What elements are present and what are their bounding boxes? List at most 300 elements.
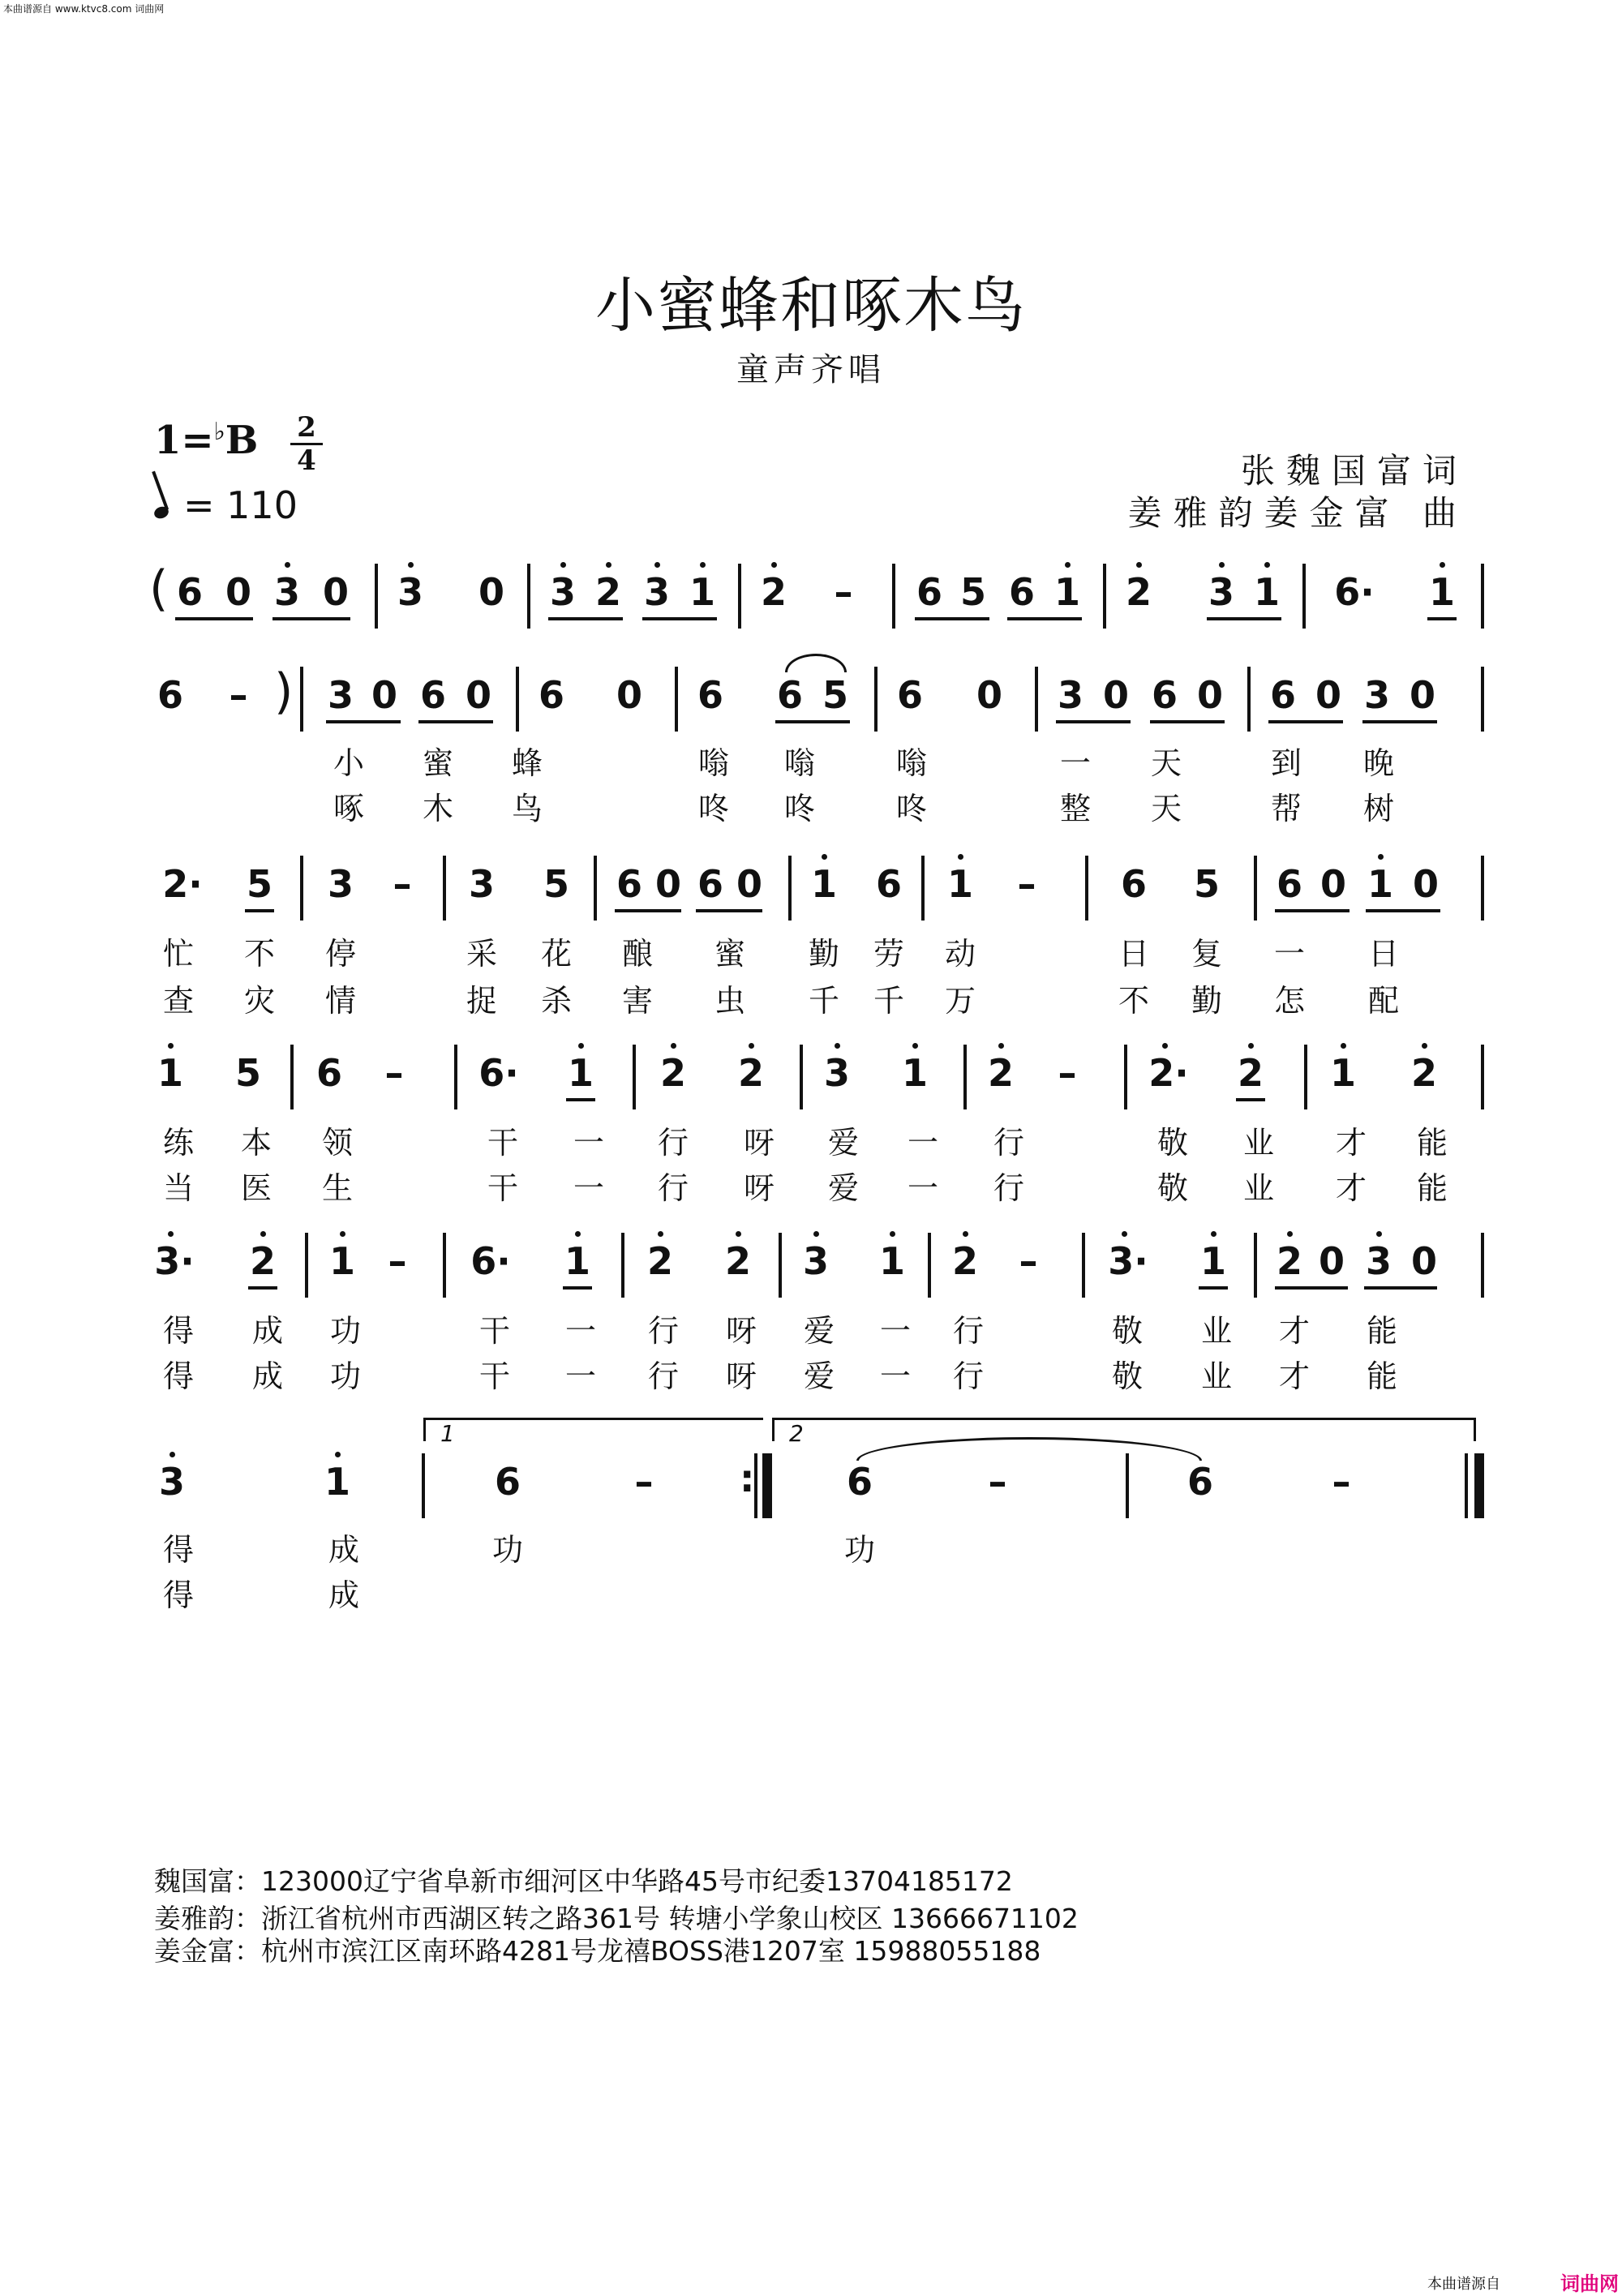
- lyric: 业: [1242, 1125, 1274, 1161]
- note: –: [384, 1051, 404, 1095]
- note: 2: [722, 1239, 754, 1283]
- lyric: 酿: [621, 936, 653, 972]
- barline: [1481, 564, 1484, 629]
- note: 6: [538, 673, 564, 717]
- quarter-note-icon: [152, 504, 170, 520]
- note: 1: [154, 1051, 187, 1095]
- lyric: 业: [1200, 1313, 1232, 1349]
- note: 3·: [154, 1239, 195, 1283]
- lyric: 干: [487, 1170, 518, 1206]
- note: 0: [371, 673, 397, 717]
- lyric: 才: [1278, 1313, 1310, 1349]
- beam: [272, 617, 350, 620]
- note: 6: [1276, 862, 1302, 906]
- lyric: 嗡: [783, 745, 815, 781]
- note: 2: [657, 1051, 689, 1095]
- note: 6: [1120, 862, 1147, 906]
- lyric: 得: [162, 1577, 194, 1613]
- barline: [1302, 564, 1306, 629]
- note: 5: [959, 570, 986, 614]
- lyric: 日: [1118, 936, 1149, 972]
- note: 1: [564, 1051, 597, 1095]
- lyric: 千: [808, 983, 839, 1019]
- lyric: 杀: [540, 983, 572, 1019]
- lyric: 不: [243, 936, 275, 972]
- beam: [1056, 720, 1131, 723]
- note: 6·: [478, 1051, 519, 1095]
- lyric: 日: [1367, 936, 1399, 972]
- beam: [1268, 720, 1343, 723]
- lyric: 爱: [803, 1358, 835, 1394]
- beam: [1007, 617, 1082, 620]
- barline: [305, 1233, 308, 1298]
- lyric: 查: [162, 983, 194, 1019]
- note: 0: [225, 570, 251, 614]
- note: 5: [1193, 862, 1220, 906]
- note: –: [229, 673, 248, 717]
- lyric: 复: [1191, 936, 1222, 972]
- barline: [1103, 564, 1106, 629]
- barline: [516, 667, 519, 732]
- beam: [566, 1098, 595, 1101]
- lyrics-line-6: [154, 1525, 1484, 1614]
- lyric: 干: [478, 1313, 510, 1349]
- lyrics-line-2: [154, 738, 1484, 827]
- beam: [1207, 617, 1281, 620]
- note: 0: [1409, 673, 1435, 717]
- lyric: 功: [491, 1532, 523, 1568]
- lyric: 树: [1362, 791, 1394, 826]
- tempo-marking: [154, 483, 298, 527]
- lyric: 木: [422, 791, 453, 826]
- lyric: 一: [573, 1170, 604, 1206]
- note: 3: [1362, 1239, 1395, 1283]
- note: 2: [1122, 570, 1155, 614]
- lyric: 整: [1059, 791, 1091, 826]
- barline: [921, 856, 925, 921]
- note: –: [634, 1460, 654, 1504]
- note: 1: [1327, 1051, 1359, 1095]
- lyric: 到: [1270, 745, 1302, 781]
- flat-symbol: ♭: [213, 418, 225, 446]
- lyric: 咚: [697, 791, 729, 826]
- note: 5: [822, 673, 848, 717]
- note: 6: [176, 570, 203, 614]
- lyric: 得: [162, 1358, 194, 1394]
- note: 1: [899, 1051, 931, 1095]
- barline: [422, 1453, 425, 1518]
- note: 3: [821, 1051, 853, 1095]
- paren-close: ): [274, 663, 294, 720]
- note: 0: [1315, 673, 1341, 717]
- beam: [1275, 1286, 1348, 1290]
- note: 3: [327, 673, 354, 717]
- note: 0: [616, 673, 642, 717]
- note: –: [1058, 1051, 1077, 1095]
- note: 2: [247, 1239, 279, 1283]
- note: 1: [1426, 570, 1458, 614]
- lyric: 呀: [743, 1125, 775, 1161]
- barline: [675, 667, 678, 732]
- beam: [1275, 909, 1350, 912]
- beam: [1366, 909, 1440, 912]
- lyric: 动: [944, 936, 976, 972]
- time-signature: [290, 411, 323, 477]
- lyric: 得: [162, 1313, 194, 1349]
- lyrics-line-3: [154, 929, 1484, 1018]
- note: 1: [808, 862, 840, 906]
- lyric: 行: [993, 1170, 1024, 1206]
- barline: [290, 1045, 294, 1109]
- note: 6: [916, 570, 942, 614]
- note: 3: [156, 1460, 188, 1504]
- barline: [1481, 856, 1484, 921]
- note: 0: [1196, 673, 1223, 717]
- note: 3: [641, 570, 673, 614]
- note: 1: [944, 862, 976, 906]
- lyrics-line-5: [154, 1306, 1484, 1395]
- barline: [738, 564, 741, 629]
- barline: [874, 667, 878, 732]
- lyric: 才: [1335, 1170, 1367, 1206]
- barline: [1085, 856, 1088, 921]
- volta-2-number: 2: [789, 1420, 804, 1447]
- lyric: 啄: [333, 791, 364, 826]
- note: 6: [616, 862, 642, 906]
- lyric: 功: [843, 1532, 875, 1568]
- song-subtitle: 童声齐唱: [736, 351, 886, 388]
- repeat-dots: :: [740, 1457, 755, 1500]
- lyric: 行: [647, 1313, 679, 1349]
- source-note-bottom: 本曲谱源自: [1427, 2276, 1500, 2293]
- note: –: [393, 862, 412, 906]
- lyric: 帮: [1270, 791, 1302, 826]
- lyric: 一: [573, 1125, 604, 1161]
- note: 1: [1251, 570, 1283, 614]
- lyric: 呀: [743, 1170, 775, 1206]
- barline: [443, 1233, 446, 1298]
- lyric: 行: [952, 1313, 984, 1349]
- note: 0: [465, 673, 491, 717]
- note: 6: [846, 1460, 873, 1504]
- lyric: 一: [564, 1313, 596, 1349]
- key-note: B: [225, 418, 259, 463]
- lyric: 干: [487, 1125, 518, 1161]
- lyric: 能: [1366, 1313, 1397, 1349]
- lyric: 成: [251, 1358, 283, 1394]
- note: 1: [561, 1239, 594, 1283]
- note: –: [388, 1239, 407, 1283]
- barline: [1481, 1233, 1484, 1298]
- lyric: 蜜: [714, 936, 745, 972]
- note: 0: [478, 570, 504, 614]
- lyric: 领: [321, 1125, 353, 1161]
- barline: [788, 856, 792, 921]
- lyric: 行: [952, 1358, 984, 1394]
- note: 0: [1319, 862, 1346, 906]
- lyric: 练: [162, 1125, 194, 1161]
- barline: [1124, 1045, 1127, 1109]
- lyric: 生: [321, 1170, 353, 1206]
- lyric: 花: [540, 936, 572, 972]
- lyric: 蜜: [422, 745, 453, 781]
- note: 6·: [470, 1239, 511, 1283]
- note: –: [988, 1460, 1007, 1504]
- song-title: 小蜜蜂和啄木鸟: [595, 271, 1027, 341]
- note: 0: [322, 570, 349, 614]
- lyric: 万: [944, 983, 976, 1019]
- lyric: 成: [328, 1577, 359, 1613]
- lyric: 一: [564, 1358, 596, 1394]
- note: 3: [1363, 673, 1390, 717]
- lyric: 行: [657, 1170, 689, 1206]
- time-bottom: 4: [297, 444, 316, 477]
- lyric: 呀: [725, 1358, 757, 1394]
- lyric: 天: [1150, 745, 1182, 781]
- barline: [779, 1233, 782, 1298]
- lyric: 才: [1335, 1125, 1367, 1161]
- note: 6: [419, 673, 446, 717]
- lyric: 灾: [243, 983, 275, 1019]
- note: 3: [1205, 570, 1238, 614]
- beam: [642, 617, 717, 620]
- lyric: 勤: [1191, 983, 1222, 1019]
- lyric: 敬: [1156, 1170, 1188, 1206]
- barline: [1481, 1045, 1484, 1109]
- note: 2·: [1148, 1051, 1189, 1095]
- lyric: 一: [1273, 936, 1305, 972]
- lyric: 成: [251, 1313, 283, 1349]
- beam: [696, 909, 762, 912]
- barline: [963, 1045, 967, 1109]
- note: 0: [1102, 673, 1129, 717]
- repeat-end-bar: [762, 1453, 772, 1518]
- note: 1: [321, 1460, 354, 1504]
- barline: [892, 564, 895, 629]
- note: 0: [736, 862, 762, 906]
- beam: [326, 720, 401, 723]
- lyric: 害: [621, 983, 653, 1019]
- lyric: 当: [162, 1170, 194, 1206]
- note: 6: [1008, 570, 1035, 614]
- note: 2: [1273, 1239, 1306, 1283]
- lyric: 医: [240, 1170, 272, 1206]
- time-top: 2: [297, 411, 316, 444]
- note: 3: [468, 862, 495, 906]
- note: 6: [697, 862, 723, 906]
- lyric: 嗡: [697, 745, 729, 781]
- note: 2: [757, 570, 790, 614]
- lyric: 咚: [895, 791, 927, 826]
- score-line-3: [154, 856, 1484, 921]
- note: –: [834, 570, 853, 614]
- contact-jiang-yayun: 姜雅韵：浙江省杭州市西湖区转之路361号 转塘小学象山校区 13666671102: [154, 1903, 1079, 1934]
- beam: [1427, 617, 1457, 620]
- beam: [245, 909, 274, 912]
- note: –: [1019, 1239, 1038, 1283]
- lyric: 一: [879, 1313, 911, 1349]
- barline: [754, 1453, 757, 1518]
- lyric: 一: [1059, 745, 1091, 781]
- note: 5: [543, 862, 569, 906]
- lyric: 能: [1416, 1125, 1448, 1161]
- source-note-top: 本曲谱源自 www.ktvc8.com 词曲网: [3, 3, 165, 15]
- lyric: 咚: [783, 791, 815, 826]
- beam: [775, 720, 850, 723]
- note: 3: [327, 862, 354, 906]
- score-line-5: [154, 1233, 1484, 1298]
- score-line-4: [154, 1045, 1484, 1109]
- beam: [1236, 1098, 1265, 1101]
- lyric: 嗡: [895, 745, 927, 781]
- note: 6: [1269, 673, 1296, 717]
- barline: [300, 856, 303, 921]
- note: 0: [1410, 1239, 1437, 1283]
- lyric: 配: [1367, 983, 1399, 1019]
- note: 0: [1318, 1239, 1345, 1283]
- lyric: 千: [873, 983, 904, 1019]
- barline: [454, 1045, 457, 1109]
- beam: [615, 909, 681, 912]
- barline: [375, 564, 378, 629]
- lyric: 本: [240, 1125, 272, 1161]
- lyric: 蜂: [511, 745, 543, 781]
- note: 0: [1412, 862, 1439, 906]
- lyric: 忙: [162, 936, 194, 972]
- lyric: 勤: [808, 936, 839, 972]
- note: 6: [875, 862, 902, 906]
- barline: [1254, 856, 1257, 921]
- brand-logo: 词曲网: [1560, 2272, 1619, 2295]
- note: 5: [234, 1051, 261, 1095]
- note: 6: [494, 1460, 521, 1504]
- lyric: 功: [329, 1358, 361, 1394]
- note: 6: [776, 673, 803, 717]
- lyric: 行: [647, 1358, 679, 1394]
- beam: [915, 617, 989, 620]
- score-line-1: [149, 560, 1484, 629]
- lyric: 虫: [714, 983, 745, 1019]
- final-bar: [1474, 1453, 1484, 1518]
- beam: [418, 720, 493, 723]
- contact-wei: 魏国富：123000辽宁省阜新市细河区中华路45号市纪委13704185172: [154, 1865, 1013, 1897]
- note: 0: [654, 862, 681, 906]
- barline: [443, 856, 446, 921]
- barline: [594, 856, 597, 921]
- note: 3·: [1108, 1239, 1148, 1283]
- volta-1: [423, 1418, 763, 1447]
- key-prefix: 1=: [154, 418, 214, 463]
- score-line-6: [154, 1453, 1484, 1518]
- note: 2: [1234, 1051, 1267, 1095]
- barline: [1304, 1045, 1307, 1109]
- note: 2: [949, 1239, 981, 1283]
- lyric: 不: [1118, 983, 1149, 1019]
- tempo-value: = 110: [183, 483, 298, 527]
- barline: [1035, 667, 1038, 732]
- volta-1-number: 1: [440, 1420, 455, 1447]
- barline: [1247, 667, 1251, 732]
- barline: [1481, 667, 1484, 732]
- barline: [1254, 1233, 1257, 1298]
- lyric: 小: [333, 745, 364, 781]
- note: 6: [315, 1051, 342, 1095]
- note: 2·: [162, 862, 203, 906]
- note: 2: [1408, 1051, 1440, 1095]
- lyric: 情: [324, 983, 356, 1019]
- lyric: 敬: [1156, 1125, 1188, 1161]
- lyric: 能: [1416, 1170, 1448, 1206]
- lyrics-line-4: [154, 1118, 1484, 1207]
- lyric: 晚: [1362, 745, 1394, 781]
- beam: [1150, 720, 1225, 723]
- barline: [1082, 1233, 1085, 1298]
- note: 1: [686, 570, 719, 614]
- note: 1: [1051, 570, 1083, 614]
- lyric: 停: [324, 936, 356, 972]
- beam: [1199, 1286, 1228, 1290]
- lyric: 才: [1278, 1358, 1310, 1394]
- note: 3: [394, 570, 427, 614]
- slur: [785, 654, 847, 672]
- paren-open: (: [149, 560, 169, 617]
- beam: [1362, 720, 1437, 723]
- contact-jiang-jinfu: 姜金富：杭州市滨江区南环路4281号龙禧BOSS港1207室 15988055188: [154, 1935, 1041, 1967]
- note: –: [1332, 1460, 1351, 1504]
- note: 1: [1197, 1239, 1229, 1283]
- lyric: 劳: [873, 936, 904, 972]
- lyric: 得: [162, 1532, 194, 1568]
- lyricist-credit: 张魏国富词: [1240, 451, 1468, 491]
- note: 1: [876, 1239, 908, 1283]
- barline: [633, 1045, 636, 1109]
- note: 1: [326, 1239, 358, 1283]
- lyric: 天: [1150, 791, 1182, 826]
- lyric: 业: [1242, 1170, 1274, 1206]
- lyric: 干: [478, 1358, 510, 1394]
- lyric: 呀: [725, 1313, 757, 1349]
- barline: [800, 1045, 803, 1109]
- note: 6: [1186, 1460, 1213, 1504]
- note: 5: [246, 862, 272, 906]
- note: –: [1017, 862, 1036, 906]
- beam: [175, 617, 253, 620]
- note: 2: [644, 1239, 676, 1283]
- lyric: 爱: [827, 1125, 859, 1161]
- barline: [1465, 1453, 1468, 1518]
- lyric: 一: [907, 1170, 938, 1206]
- note: 3: [547, 570, 579, 614]
- lyric: 一: [907, 1125, 938, 1161]
- lyric: 成: [328, 1532, 359, 1568]
- lyric: 捉: [466, 983, 497, 1019]
- note: 2: [985, 1051, 1017, 1095]
- note: 1: [1364, 862, 1397, 906]
- note: 2: [592, 570, 624, 614]
- barline: [527, 564, 530, 629]
- barline: [928, 1233, 931, 1298]
- lyric: 鸟: [511, 791, 543, 826]
- lyric: 一: [879, 1358, 911, 1394]
- note: 6: [157, 673, 183, 717]
- key-signature: [154, 418, 258, 463]
- lyric: 敬: [1111, 1358, 1143, 1394]
- lyric: 业: [1200, 1358, 1232, 1394]
- lyric: 采: [466, 936, 497, 972]
- lyric: 怎: [1273, 983, 1305, 1019]
- lyric: 行: [657, 1125, 689, 1161]
- barline: [621, 1233, 624, 1298]
